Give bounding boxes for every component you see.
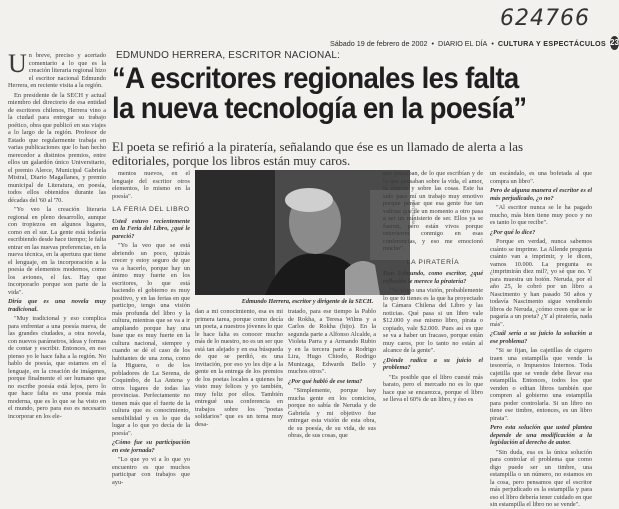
subheading: LA PIRATERÍA: [406, 258, 460, 266]
interview-question: ¿Por qué habló de ese tema?: [288, 377, 363, 385]
column-5: [383, 170, 483, 450]
interview-question: ¿Por qué lo dice?: [490, 228, 536, 236]
newspaper-name: DIARIO EL DÍA: [438, 38, 488, 48]
photo-credit: FOTO EL DÍA: [411, 200, 416, 225]
column-4: [288, 308, 376, 450]
article-kicker: EDMUNDO HERRERA, ESCRITOR NACIONAL:: [116, 50, 341, 61]
subheading: LA FERIA DEL LIBRO: [112, 206, 190, 213]
paragraph: un escándalo, es una bofetada al que compra un libro".: [490, 170, 592, 185]
paragraph: "Simplemente, porque hay mucha gente en los comicios, porque no sabía de Neruda y de Gabriela y mi objetivo fue entregar esta visión de esta obra, de su poesía, de su vida, de sus obras, de sus cosas, que: [288, 387, 376, 439]
paragraph: "Muy tradicional y eso complica para enfrentar a una poesía nueva, de las grandes ciudades, a otra novela, con nuevos parámetros, ideas y formas de contar y escribir. Entonces, en eso pienso yo le hace falta a la región. No hablo de poesía, que estamos en el lenguaje, en la creación de imágenes, porque finalmente el ser humano que no escribe poesía está lejos, pero lo que hace falta es una poesía más moderna, que es lo que se ha visto en el mundo, pero para eso es necesario incorporar en los ele-: [8, 315, 106, 420]
paragraph: Porque en verdad, nunca sabemos cuánto se imprime. La Allende pregunta cuánto van a imprimir, y le dicen, vamos 10.000. La pregunta es ¿imprimirán diez mil?, yo sé que no. Y para muestra un botón. Neruda, por el año 25, le cobró por un libro a Nascimento y han pasado 50 años y todavía Nascimento sigue vendiendo libros de Neruda, ¿cómo creen que se le pagaría a un poeta? ¿Y al piratería, nada más".: [490, 238, 592, 328]
interview-question: Pero esta solución que usted plantea depende de una modificación a la legislación al derecho de autor.: [490, 424, 592, 446]
paragraph: "Yo tengo una visión, probablemente lo que tú tienes es la que ha proyectado la Cámara Chilena del Libro y las noticias. Qué pasa si un libro vale $12.000 y ese mismo libro, pirata o copiado, vale $2.000. Pues así es que se va a haber un fracaso, porque están muy caros, por lo tanto no están al alcance de la gente".: [383, 287, 483, 354]
paragraph: "Lo que yo vi a lo que yo encuentro es que muchos participar con trabajos que ayu-: [112, 456, 190, 486]
portrait-photo: [195, 170, 410, 295]
interview-question: ¿Dónde radica a su juicio el problema?: [383, 356, 483, 371]
paragraph: dan a mi conocimiento, esa es mi primera tarea, porque como decía un poeta, a nuestros jóvenes lo que le hace falta es conocer mucho más de lo nuestro, no es un ser que está tan alejado y en esa búsqueda de que se perdió, es una invitación, por eso yo les dije a la gente en la entrega de los premios de los poetas locales a quienes he visto muy felices y yo también, muy feliz por ellos. También entregué una conferencia en trabajos sobre los "poetas solidarios" que es un tema muy desa-: [195, 308, 283, 428]
column-3: [195, 308, 283, 450]
paragraph: En presidente de la SECH y actual miembro del directorio de esa entidad de escritores chilenos, Herrera vino a la ciudad para entregar su trabajo poético, obra que publicó en sus viajes a lo largo de la región. Profesor de Estado que regularmente trabaja en varias publicaciones que lo han hecho merecedor a distintos premios, entre ellos un galardón único Universitario, el premio Alerce, Municipal Gabriela Mistral, Diario Magallanes, y premio municipal de Literatura, en poesía, todos ellos obtenidos durante las décadas del '60 al '70.: [8, 91, 106, 204]
interview-question: Pero de alguna manera el escritor es el más perjudicado, ¿o no?: [490, 187, 592, 202]
paragraph: "Al escritor nunca se le ha pagado mucho, más bien tiene muy poco y no es tanto lo que recibe".: [490, 204, 592, 226]
paragraph: "Es posible que el libro cuesté más barato, pero el mercado no es lo que hace que se encarezca, porque el libro se lleva el 60% de un libro, y éso es: [383, 373, 483, 403]
handwritten-archive-number: 624766: [500, 6, 590, 31]
column-1: [8, 49, 106, 450]
page-header: [330, 36, 619, 50]
interview-question: Usted estuvo recientemente en la Feria del Libro, ¿qué le pareció?: [112, 217, 190, 240]
interview-question: ¿Cuál sería a su juicio la solución a ese problema?: [490, 330, 592, 345]
interview-question: Don Edmundo, como escritor, ¿qué reflexión le merece la piratería?: [383, 270, 483, 285]
photo-caption: Edmundo Herrera, escritor y dirigente de la SECH.: [241, 298, 374, 305]
interview-question: ¿Cómo fue su participación en este jornada?: [112, 439, 190, 454]
drop-cap: U: [8, 49, 27, 78]
dateline: Sábado 19 de febrero de 2002: [330, 38, 428, 48]
paragraph: "Si se fijan, las cajetillas de cigarro traen una estampilla que vende la tesorería, o Impuestos Internos. Toda cajetilla que se vende debe llevar esa estampilla. Entonces, todos los que venden o editan libros también que compren al gobierno una estampilla para poder controlarla. Si un libro no tiene ese timbre, entonces, es un libro pirata".: [490, 347, 592, 422]
paragraph: que pensaban, de lo que escribían y de lo que pensaban sobre la vida, el amor, la muerte y sobre las cosas. Este ha sido para mí un trabajo muy emotivo porque pensar que esa gente fue tan valiosa que de un momento a otro pasa a ser un ministerio de ser. Ellos ya se fueron, pero están vivos porque estuvieron conmigo en esas conferencias, y eso me emocionó mucho".: [383, 170, 483, 252]
article-headline: “A escritores regionales les falta la nueva tecnología en la poesía”: [112, 62, 527, 125]
header-separator: •: [491, 38, 494, 48]
interview-question: Diría que es una novela muy tradicional.: [8, 298, 106, 313]
photo-illustration: [195, 170, 410, 295]
paragraph: "Yo veo la creación literaria regional en pleno desarrollo, aunque con tropiezos en algunos lugares, como en el sur. La gente está todavía escribiendo desde hace tiempo; le falta entrar en las nuevas preferencias, en la nueva técnica, en la apertura que tiene el lenguaje, en la incorporación a la poesía de elementos modernos, como los aviones, el fax. Hay que incorporarlo porque son parte de la vida".: [8, 206, 106, 296]
column-2: [112, 170, 190, 486]
section-name: CULTURA Y ESPECTÁCULOS: [497, 38, 607, 48]
column-6: [490, 170, 592, 508]
article-deck: El poeta se refirió a la piratería, señalando que ése es un llamado de alerta a las editoriales, porque los libros están muy caros.: [112, 139, 524, 168]
paragraph: tratado, para ese tiempo la Pablo de Rokha, a Teresa Wilms y a Carlos de Rokha (hijo). En la segunda parte a Alfonso Alcalde, a Violeta Parra y a Armando Rubio y en la tercera parte a Rodrigo Lira, Hugo Chiodo, Rodrigo Munizaga, Edwards Bello y muchos otros".: [288, 308, 376, 375]
header-separator: •: [431, 38, 435, 48]
paragraph: mentos nuevos, en el lenguaje del escritor otros elementos, lo mismo en la poesía".: [112, 170, 190, 200]
paragraph: "Yo la veo que se está abriendo un poco, quizás crecer y estoy seguro de que va a hacerlo, porque hay un ánimo muy fuerte en los escritores, lo que está haciendo el gobierno es muy positivo, y en las ferias en que participo, tengo una visión más profunda del libro y la cultura, mientras que se va a ir ampliando porque hay una base que es muy fuerte en la cultura nacional, siempre y cuando se dé el caso de los habitantes de una zona, como la Higuera, o de los pobladores de La Serena, de Coquimbo, de La Antena y otros lugares de todas las provincias. Perfectamente no tienen más que el fuerte de la cultura que es conocimiento, sensibilidad y es lo que da lugar a lo que yo decía de la poesía".: [112, 242, 190, 437]
paragraph: "Sin duda, esa es la única solución para controlar el problema que como digo puede ser un timbre, una estampilla o un número, no estamos en la cosa, pero pensamos que el escritor más perjudicado es la estampilla y para eso el libro debería tener cuidado en que sin estampilla el libro no se vende".: [490, 448, 592, 508]
page-number-badge: 23: [610, 36, 619, 50]
first-paragraph: Un breve, preciso y acertado comentario a lo que es la creación literaria regional hizo el escritor nacional Edmundo Herrera, en reciente visita a la región.: [8, 49, 106, 89]
